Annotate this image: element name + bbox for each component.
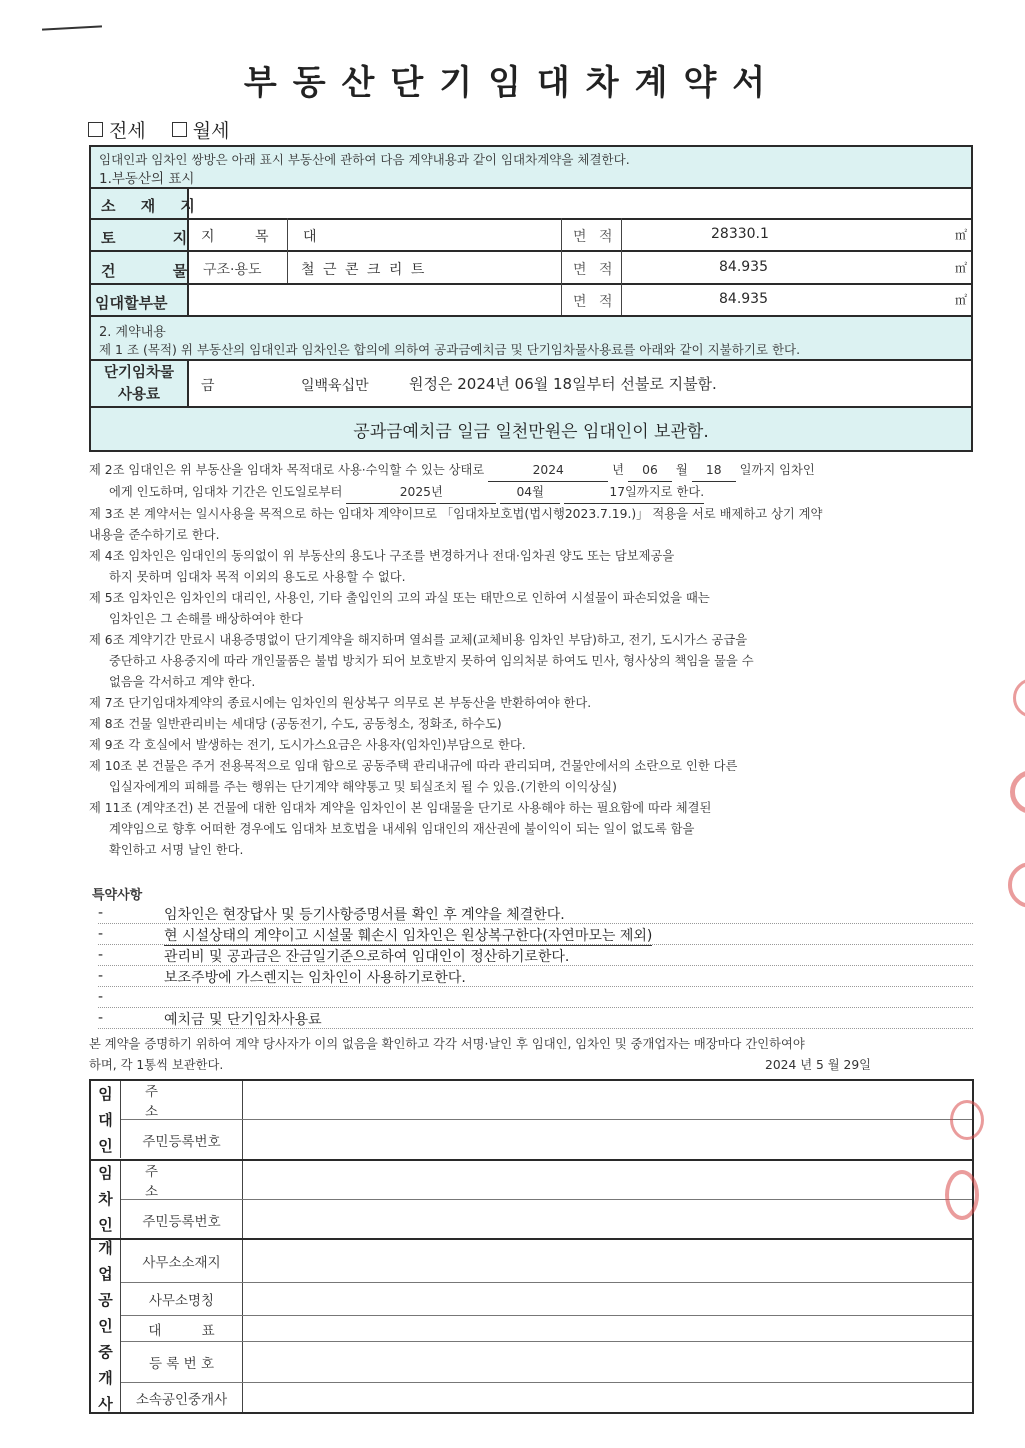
contract-date: 2024 년 5 월 29일 [765, 1058, 872, 1072]
red-seal-stamp [950, 1100, 984, 1140]
representative-label: 대 표 [121, 1316, 243, 1341]
lessee-address-label: 주 소 [121, 1161, 243, 1199]
lessor-address-label: 주 소 [121, 1081, 243, 1119]
special-term: - 보조주방에 가스렌지는 임차인이 사용하기로한다. [98, 966, 973, 987]
article2-line2: 에게 인도하며, 임대차 기간은 인도일로부터 2025년 04월 17일까지로 한다. [89, 482, 989, 504]
article-line: 제 11조 (계약조건) 본 건물에 대한 임대차 계약을 임차인이 본 임대물을 단기로 사용해야 하는 필요함에 따라 체결된 [89, 801, 712, 815]
land-category-label: 지 목 [201, 229, 287, 245]
article-line: 제 3조 본 계약서는 일시사용을 목적으로 하는 임대차 계약이므로 「임대차보호법(법시행2023.7.19.)」 적용을 서로 배제하고 상기 계약 [89, 507, 823, 521]
special-term: - [98, 987, 973, 1008]
deposit-note: 공과금예치금 일금 일천만원은 임대인이 보관함. [353, 421, 709, 442]
lessor-resident-label: 주민등록번호 [121, 1120, 243, 1159]
article-line: 입실자에게의 피해를 주는 행위는 단기계약 해약통고 및 퇴실조치 될 수 있음.(기한의 이익상실) [109, 780, 617, 794]
lessee-group-label: 임 차 인 [91, 1160, 121, 1238]
option-wolse[interactable] [172, 116, 230, 143]
end-day: 17일까지로 한다. [564, 482, 704, 504]
affiliated-agent-label: 소속공인중개사 [121, 1383, 243, 1412]
end-month: 04월 [500, 482, 560, 504]
article-line: 하지 못하며 임대차 목적 이외의 용도로 사용할 수 없다. [109, 570, 406, 584]
land-area-label: 면 적 [573, 229, 617, 245]
building-area-unit: ㎡ [955, 261, 968, 275]
structure-value: 철 근 콘 크 리 트 [301, 262, 427, 278]
article-line: 임차인은 그 손해를 배상하여야 한다 [109, 612, 303, 626]
fee-prefix: 금 [201, 378, 215, 394]
building-label: 건 물 [101, 262, 214, 280]
special-term: - 관리비 및 공과금은 잔금일기준으로하여 임대인이 정산하기로한다. [98, 945, 973, 966]
start-day: 18 [692, 460, 736, 482]
land-area-value: 28330.1 [711, 226, 769, 242]
article-line: 제 9조 각 호실에서 발생하는 전기, 도시가스요금은 사용자(임차인)부담으로 한다. [89, 738, 526, 752]
section1-heading: 1.부동산의 표시 [99, 171, 195, 187]
office-location-label: 사무소소재지 [121, 1240, 243, 1282]
end-year: 2025년 [346, 482, 496, 504]
special-term: - 임차인은 현장답사 및 등기사항증명서를 확인 후 계약을 체결한다. [98, 903, 973, 924]
pen-mark [42, 25, 102, 30]
article-line: 제 5조 임차인은 임차인의 대리인, 사용인, 기타 출입인의 고의 과실 또는 태만으로 인하여 시설물이 파손되었을 때는 [89, 591, 710, 605]
article-line: 제 8조 건물 일반관리비는 세대당 (공동전기, 수도, 공동청소, 정화조, 하수도) [89, 717, 502, 731]
option-jeonse-label: 전세 [109, 120, 146, 142]
rental-part-label: 임대할부분 [95, 294, 168, 312]
special-terms-heading: 특약사항 [92, 888, 143, 903]
fee-terms: 원정은 2024년 06월 18일부터 선불로 지불함. [409, 375, 717, 393]
building-area-value: 84.935 [719, 259, 768, 275]
rental-area-unit: ㎡ [955, 293, 968, 307]
lessee-resident-label: 주민등록번호 [121, 1200, 243, 1239]
building-area-label: 면 적 [573, 262, 617, 278]
article-line: 없음을 각서하고 계약 한다. [109, 675, 256, 689]
red-seal-stamp [1008, 862, 1025, 908]
article-line: 계약임으로 향후 어떠한 경우에도 임대차 보호법을 내세워 임대인의 재산권에 불이익이 되는 일이 없도록 함을 [109, 822, 695, 836]
article-line: 제 7조 단기임대차계약의 종료시에는 임차인의 원상복구 의무로 본 부동산을 반환하여야 한다. [89, 696, 592, 710]
article-line: 내용을 준수하기로 한다. [89, 528, 220, 542]
option-wolse-label: 월세 [192, 120, 230, 142]
fee-label-line2: 사용료 [117, 387, 161, 403]
checkbox-icon[interactable] [88, 122, 103, 137]
office-name-label: 사무소명칭 [121, 1283, 243, 1315]
article-line: 제 4조 임차인은 임대인의 동의없이 위 부동산의 용도나 구조를 변경하거나 전대·임차권 양도 또는 담보제공을 [89, 549, 675, 563]
fee-label-line1: 단기임차물 [103, 365, 175, 381]
closing-line1: 본 계약을 증명하기 위하여 계약 당사자가 이의 없음을 확인하고 각각 서명·날인 후 임대인, 임차인 및 중개업자는 매장마다 간인하여야 [89, 1037, 805, 1051]
article-line: 중단하고 사용중지에 따라 개인물품은 불법 방치가 되어 보호받지 못하여 임의처분 하여도 민사, 형사상의 책임을 물을 수 [109, 654, 754, 668]
contract-articles [89, 460, 989, 861]
land-category-value: 대 [303, 229, 317, 245]
land-label: 토 지 [101, 229, 214, 247]
special-term: - 현 시설상태의 계약이고 시설물 훼손시 임차인은 원상복구한다(자연마모는 제외) [98, 924, 973, 945]
parties-table [89, 1079, 974, 1414]
special-terms-list [98, 903, 973, 1029]
special-term: - 예치금 및 단기임차사용료 [98, 1008, 973, 1029]
article1-text: 제 1 조 (목적) 위 부동산의 임대인과 임차인은 합의에 의하여 공과금예치금 및 단기임차물사용료를 아래와 같이 지불하기로 한다. [99, 342, 801, 357]
option-jeonse[interactable] [88, 116, 146, 143]
property-table [89, 145, 973, 317]
structure-label: 구조·용도 [203, 262, 262, 278]
intro-text: 임대인과 임차인 쌍방은 아래 표시 부동산에 관하여 다음 계약내용과 같이 임대차계약을 체결한다. [99, 152, 630, 167]
intro-band [91, 147, 971, 187]
fee-label-cell [91, 361, 187, 407]
registration-label: 등 록 번 호 [121, 1342, 243, 1382]
section2-heading: 2. 계약내용 [99, 325, 166, 340]
red-seal-stamp [1013, 678, 1025, 718]
start-year: 2024 [488, 460, 608, 482]
document-title: 부동산단기임대차계약서 [243, 63, 782, 103]
contract-type-options [88, 116, 229, 143]
rental-area-value: 84.935 [719, 291, 768, 307]
start-month: 06 [628, 460, 672, 482]
article-line: 제 10조 본 건물은 주거 전용목적으로 임대 함으로 공동주택 관리내규에 따라 관리되며, 건물안에서의 소란으로 인한 다른 [89, 759, 738, 773]
article-line: 제 6조 계약기간 만료시 내용증명없이 단기계약을 해지하며 열쇠를 교체(교체비용 임차인 부담)하고, 전기, 도시가스 공급을 [89, 633, 748, 647]
section2-band [91, 317, 971, 359]
article-line: 확인하고 서명 날인 한다. [109, 843, 244, 857]
lessor-group-label: 임 대 인 [91, 1081, 121, 1158]
agent-group-label: 개 업 공 인 중 개 사 [91, 1240, 121, 1412]
red-seal-stamp [945, 1170, 979, 1220]
closing-statement [89, 1034, 979, 1076]
red-seal-stamp [1010, 770, 1025, 814]
checkbox-icon[interactable] [172, 122, 187, 137]
contract-content-table [89, 315, 973, 452]
fee-amount: 일백육십만 [301, 378, 369, 394]
deposit-band [91, 408, 971, 450]
closing-line2: 하며, 각 1통씩 보관한다. 2024 년 5 월 29일 [89, 1055, 979, 1076]
land-area-unit: ㎡ [955, 228, 968, 242]
location-label: 소 재 지 [101, 197, 205, 215]
article2-line1: 제 2조 임대인은 위 부동산을 임대차 목적대로 사용·수익할 수 있는 상태로 2024 년 06 월 18 일까지 임차인 [89, 460, 989, 482]
rental-area-label: 면 적 [573, 294, 617, 310]
